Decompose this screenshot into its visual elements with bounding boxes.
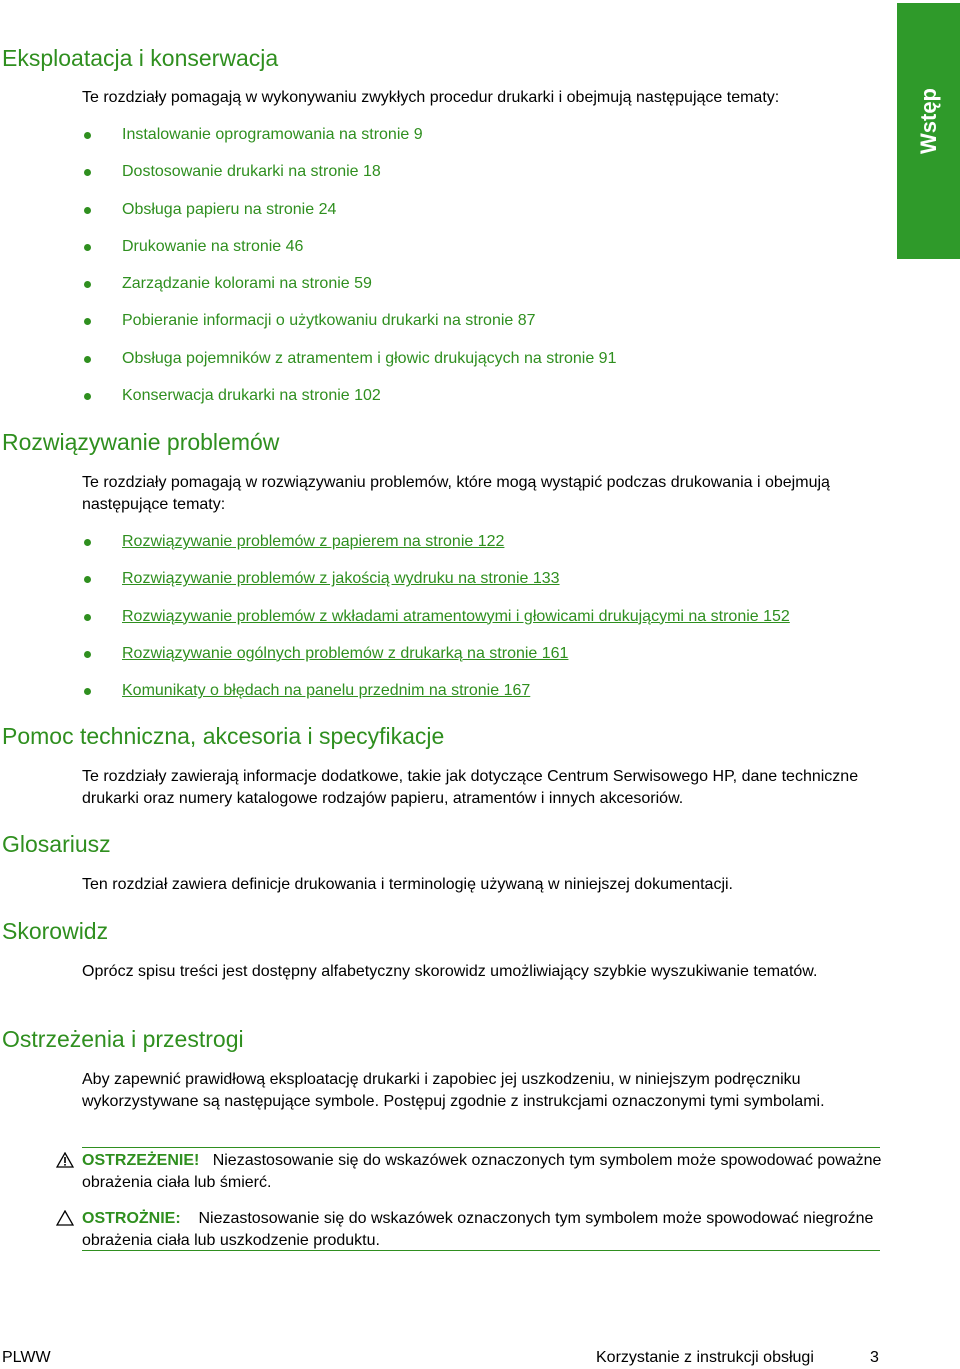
bullet-icon: [84, 169, 91, 176]
topic-link[interactable]: Zarządzanie kolorami na stronie 59: [122, 275, 372, 293]
bullet-icon: [84, 318, 91, 325]
text-ostrzezenia: Aby zapewnić prawidłową eksploatację drukarki i zapobiec jej uszkodzeniu, w niniejszym podręczniku wykorzystywane są następujące symbole. Postępuj zgodnie z instrukcjami oznaczonymi tymi symbolami.: [82, 1071, 825, 1110]
topic-list-rozwiazywanie: [84, 531, 884, 717]
section-side-tab: [897, 3, 960, 259]
heading-skorowidz: Skorowidz: [2, 918, 109, 944]
list-item: [84, 568, 884, 605]
topic-link[interactable]: Pobieranie informacji o użytkowaniu drukarki na stronie 87: [122, 312, 536, 330]
warning-text: Niezastosowanie się do wskazówek oznaczonych tym symbolem może spowodować poważne obrażenia ciała lub śmierć.: [82, 1152, 882, 1191]
list-item: [84, 199, 884, 236]
bullet-icon: [84, 651, 91, 658]
topic-link[interactable]: Konserwacja drukarki na stronie 102: [122, 387, 381, 405]
list-item: [84, 348, 884, 385]
bullet-icon: [84, 393, 91, 400]
heading-rozwiazywanie: Rozwiązywanie problemów: [2, 429, 280, 455]
footer-title: Korzystanie z instrukcji obsługi: [596, 1349, 814, 1366]
bullet-icon: [84, 244, 91, 251]
topic-link[interactable]: Obsługa pojemników z atramentem i głowic drukujących na stronie 91: [122, 349, 617, 367]
bullet-icon: [84, 539, 91, 546]
list-item: [84, 124, 884, 161]
heading-pomoc: Pomoc techniczna, akcesoria i specyfikacje: [2, 723, 445, 749]
heading-glosariusz: Glosariusz: [2, 831, 111, 857]
caution-label: OSTROŻNIE:: [82, 1210, 181, 1227]
text-glosariusz: Ten rozdział zawiera definicje drukowania i terminologię używaną w niniejszej dokumentacji.: [82, 876, 733, 893]
topic-link[interactable]: Drukowanie na stronie 46: [122, 237, 304, 255]
warning-label: OSTRZEŻENIE!: [82, 1152, 200, 1169]
caution-note: [82, 1208, 882, 1252]
topic-link[interactable]: Rozwiązywanie problemów z papierem na stronie 122: [122, 533, 505, 550]
bullet-icon: [84, 576, 91, 583]
topic-list-eksploatacja: [84, 124, 884, 422]
bullet-icon: [84, 614, 91, 621]
caution-outline-triangle-icon: [56, 1210, 74, 1226]
intro-rozwiazywanie: Te rozdziały pomagają w rozwiązywaniu problemów, które mogą wystąpić podczas drukowania i obejmują następujące tematy:: [82, 474, 830, 513]
footer-left: PLWW: [2, 1349, 51, 1366]
list-item: [84, 385, 884, 422]
heading-eksploatacja: Eksploatacja i konserwacja: [2, 45, 279, 71]
list-item: [84, 531, 884, 568]
intro-eksploatacja: Te rozdziały pomagają w wykonywaniu zwykłych procedur drukarki i obejmują następujące tematy:: [82, 89, 780, 106]
side-tab-label: Wstęp: [915, 88, 941, 154]
page-number: 3: [870, 1349, 879, 1366]
topic-link[interactable]: Komunikaty o błędach na panelu przednim na stronie 167: [122, 682, 531, 700]
text-pomoc: Te rozdziały zawierają informacje dodatkowe, takie jak dotyczące Centrum Serwisowego HP, dane techniczne drukarki oraz numery katalogowe rodzajów papieru, atramentów i innych akcesoriów.: [82, 768, 859, 807]
divider: [82, 1250, 880, 1251]
list-item: [84, 310, 884, 347]
bullet-icon: [84, 207, 91, 214]
topic-link[interactable]: Obsługa papieru na stronie 24: [122, 200, 337, 218]
caution-text: Niezastosowanie się do wskazówek oznaczonych tym symbolem może spowodować niegroźne obrażenia ciała lub uszkodzenie produktu.: [82, 1210, 874, 1249]
topic-link[interactable]: Rozwiązywanie problemów z wkładami atramentowymi i głowicami drukującymi na stronie 152: [122, 607, 790, 625]
topic-link[interactable]: Rozwiązywanie ogólnych problemów z drukarką na stronie 161: [122, 644, 569, 662]
bullet-icon: [84, 356, 91, 363]
topic-link[interactable]: Instalowanie oprogramowania na stronie 9: [122, 126, 423, 143]
topic-link[interactable]: Rozwiązywanie problemów z jakością wydruku na stronie 133: [122, 570, 560, 588]
warning-note: [82, 1150, 882, 1194]
list-item: [84, 161, 884, 198]
topic-link[interactable]: Dostosowanie drukarki na stronie 18: [122, 163, 381, 181]
heading-ostrzezenia: Ostrzeżenia i przestrogi: [2, 1026, 244, 1052]
warning-filled-triangle-icon: [56, 1152, 74, 1168]
list-item: [84, 236, 884, 273]
list-item: [84, 273, 884, 310]
text-skorowidz: Oprócz spisu treści jest dostępny alfabetyczny skorowidz umożliwiający szybkie wyszukiwanie tematów.: [82, 963, 818, 980]
list-item: [84, 606, 884, 643]
divider: [82, 1147, 880, 1148]
list-item: [84, 643, 884, 680]
bullet-icon: [84, 688, 91, 695]
bullet-icon: [84, 132, 91, 139]
bullet-icon: [84, 281, 91, 288]
list-item: [84, 680, 884, 717]
